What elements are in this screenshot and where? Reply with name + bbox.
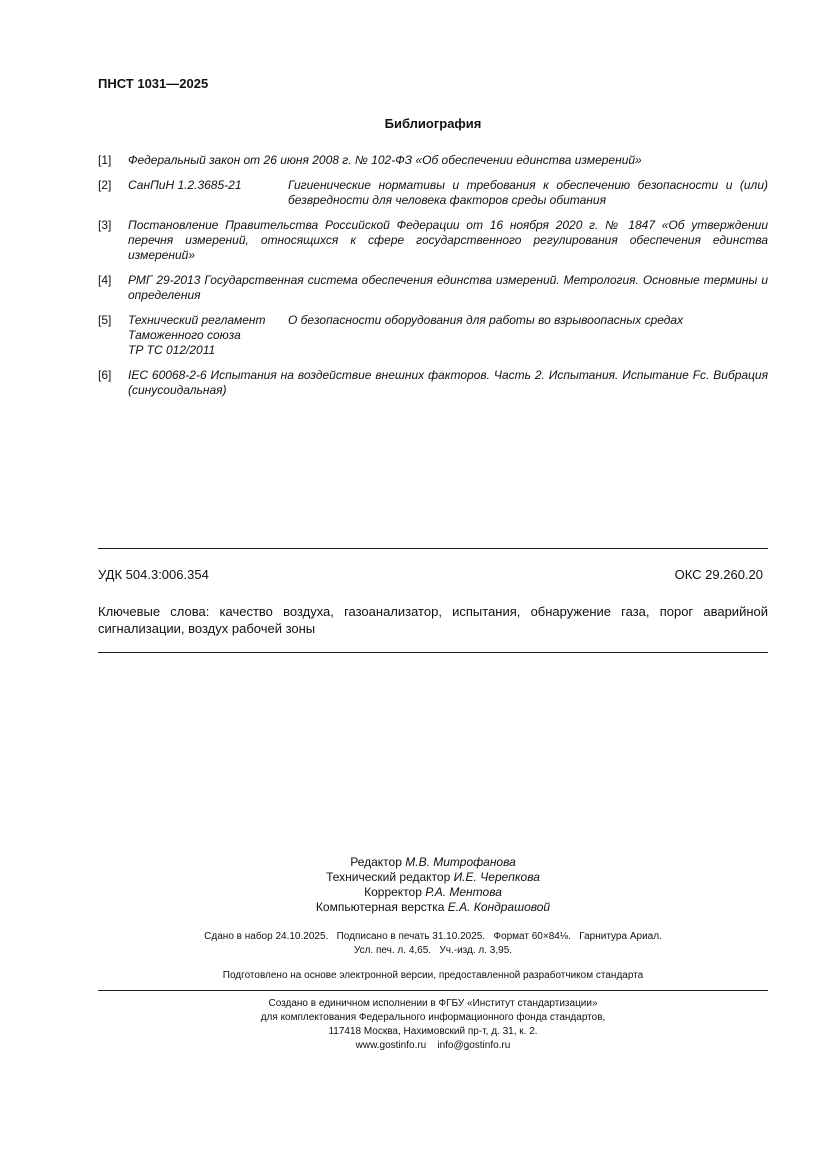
- bibliography-item-text: Постановление Правительства Российской Федерации от 16 ноября 2020 г. № 1847 «Об утверждении перечня измерений, относящихся к сфере государственного регулирования обеспечения единства измерений»: [128, 218, 768, 262]
- credit-role: Редактор: [350, 855, 402, 869]
- bibliography-item: [98, 273, 768, 303]
- credit-role: Технический редактор: [326, 870, 451, 884]
- publisher-line: 117418 Москва, Нахимовский пр-т, д. 31, к. 2.: [328, 1026, 538, 1037]
- publisher-line: для комплектования Федерального информационного фонда стандартов,: [260, 1012, 606, 1023]
- divider: [98, 990, 768, 991]
- credit-name: Р.А. Ментова: [425, 885, 502, 899]
- publisher-contacts: www.gostinfo.ru info@gostinfo.ru: [355, 1040, 511, 1051]
- bibliography-title: Библиография: [384, 116, 482, 131]
- credit-line: [0, 885, 827, 900]
- bibliography-item: [98, 153, 768, 168]
- bibliography-list: [98, 153, 768, 408]
- bibliography-item-document: СанПиН 1.2.3685-21: [128, 178, 242, 192]
- print-info: [0, 930, 827, 958]
- credit-name: Е.А. Кондрашовой: [447, 900, 551, 914]
- publisher-info: [0, 997, 827, 1053]
- credit-role: Компьютерная верстка: [315, 900, 445, 914]
- prepared-note: Подготовлено на основе электронной версии, предоставленной разработчиком стандарта: [222, 970, 644, 981]
- credit-line: [0, 870, 827, 885]
- bibliography-item-text: IEC 60068-2-6 Испытания на воздействие внешних факторов. Часть 2. Испытания. Испытание Fc. Вибрация (синусоидальная): [128, 368, 768, 397]
- bibliography-item-number: [1]: [98, 153, 112, 167]
- credit-role: Корректор: [364, 885, 422, 899]
- credit-line: [0, 900, 827, 915]
- bibliography-item-document-line: ТР ТС 012/2011: [128, 343, 216, 357]
- bibliography-item: [98, 313, 768, 358]
- document-number: ПНСТ 1031—2025: [98, 76, 209, 91]
- bibliography-item-number: [2]: [98, 178, 112, 192]
- bibliography-item-number: [6]: [98, 368, 112, 382]
- bibliography-item-description: О безопасности оборудования для работы во взрывоопасных средах: [288, 313, 684, 327]
- publisher-line: Создано в единичном исполнении в ФГБУ «Институт стандартизации»: [268, 998, 598, 1009]
- bibliography-item: [98, 178, 768, 208]
- bibliography-item-document-line: Таможенного союза: [128, 328, 241, 342]
- bibliography-item-document: [128, 313, 288, 358]
- print-info-line: Сдано в набор 24.10.2025. Подписано в печать 31.10.2025. Формат 60×84⅛. Гарнитура Ариал.: [204, 931, 662, 942]
- bibliography-item-text: РМГ 29-2013 Государственная система обеспечения единства измерений. Метрология. Основные термины и определения: [128, 273, 768, 302]
- credit-line: [0, 855, 827, 870]
- bibliography-item-text: Федеральный закон от 26 июня 2008 г. № 102-ФЗ «Об обеспечении единства измерений»: [128, 153, 642, 167]
- bibliography-item: [98, 218, 768, 263]
- bibliography-item-description: Гигиенические нормативы и требования к обеспечению безопасности и (или) безвредности для человека факторов среды обитания: [288, 178, 768, 207]
- bibliography-item-number: [3]: [98, 218, 112, 232]
- credits: [0, 855, 827, 915]
- print-info-line: Усл. печ. л. 4,65. Уч.-изд. л. 3,95.: [353, 945, 513, 956]
- oks-code: ОКС 29.260.20: [674, 567, 763, 582]
- bibliography-item-document-line: Технический регламент: [128, 313, 266, 327]
- bibliography-item-number: [5]: [98, 313, 112, 327]
- bibliography-item: [98, 368, 768, 398]
- credit-name: М.В. Митрофанова: [405, 855, 516, 869]
- udk-code: УДК 504.3:006.354: [98, 567, 209, 582]
- bibliography-item-number: [4]: [98, 273, 112, 287]
- keywords: Ключевые слова: качество воздуха, газоанализатор, испытания, обнаружение газа, порог аварийной сигнализации, воздух рабочей зоны: [98, 604, 768, 636]
- divider: [98, 548, 768, 549]
- divider: [98, 652, 768, 653]
- credit-name: И.Е. Черепкова: [453, 870, 540, 884]
